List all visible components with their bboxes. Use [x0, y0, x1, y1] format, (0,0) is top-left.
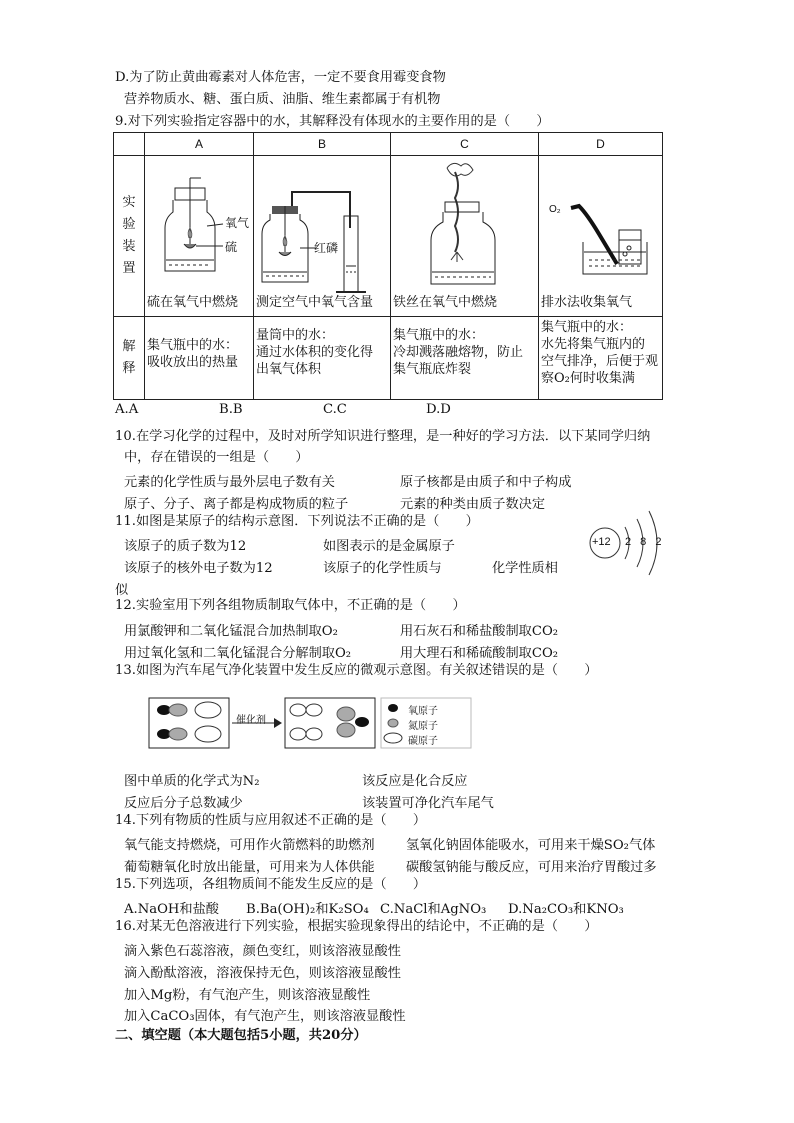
q9-option-a[interactable]: A.A — [115, 402, 139, 417]
section-2-title: 二、填空题（本大题包括5小题，共20分） — [115, 1028, 367, 1043]
q13-option-d[interactable]: 该装置可净化汽车尾气 — [362, 796, 494, 811]
q15-option-b[interactable]: B.Ba(OH)₂和K₂SO₄ — [246, 902, 369, 917]
q14-option-d[interactable]: 碳酸氢钠能与酸反应，可用来治疗胃酸过多 — [406, 860, 657, 875]
q9-option-b[interactable]: B.B — [219, 402, 243, 417]
q11-option-d[interactable]: 该原子的化学性质与 — [323, 561, 442, 576]
explanation-d: 集气瓶中的水： 水先将集气瓶内的 空气排净，后便于观 察O₂何时收集满 — [541, 320, 659, 386]
q9-option-c[interactable]: C.C — [323, 402, 347, 417]
explanation-b: 量筒中的水： 通过水体积的变化得 出氧气体积 — [256, 328, 374, 377]
atom-nucleus-label: +12 — [592, 536, 611, 548]
q11-option-d-end: 似 — [115, 583, 129, 598]
question-10-stem-cont: 中，存在错误的一组是（ ） — [124, 450, 309, 465]
caption-a: 硫在氧气中燃烧 — [147, 295, 239, 310]
q13-option-c[interactable]: 反应后分子总数减少 — [124, 796, 243, 811]
question-14-stem: 14.下列有物质的性质与应用叙述不正确的是（ ） — [115, 813, 427, 828]
question-16-stem: 16.对某无色溶液进行下列实验，根据实验现象得出的结论中，不正确的是（ ） — [115, 919, 598, 934]
option-d-line: D.为了防止黄曲霉素对人体危害，一定不要食用霉变食物 — [115, 70, 446, 85]
q10-option-d[interactable]: 元素的种类由质子数决定 — [400, 497, 546, 512]
question-15-stem: 15.下列选项，各组物质间不能发生反应的是（ ） — [115, 877, 427, 892]
q10-option-c[interactable]: 原子、分子、离子都是构成物质的粒子 — [124, 497, 349, 512]
q11-option-a[interactable]: 该原子的质子数为12 — [124, 539, 247, 554]
question-13-stem: 13.如图为汽车尾气净化装置中发生反应的微观示意图。有关叙述错误的是（ ） — [115, 663, 598, 678]
explanation-c: 集气瓶中的水： 冷却溅落融熔物，防止 集气瓶底炸裂 — [393, 328, 524, 377]
row-apparatus-label: 实 验 装 置 — [114, 156, 145, 317]
apparatus-b — [254, 156, 390, 316]
iron-wire-combustion-diagram — [391, 156, 538, 296]
statement-line: 营养物质水、糖、蛋白质、油脂、维生素都属于有机物 — [124, 92, 441, 107]
q15-option-a[interactable]: A.NaOH和盐酸 — [124, 902, 219, 917]
question-12-stem: 12.实验室用下列各组物质制取气体中，不正确的是（ ） — [115, 598, 466, 613]
q16-option-a[interactable]: 滴入紫色石蕊溶液，颜色变红，则该溶液显酸性 — [124, 944, 401, 959]
col-a-header: A — [145, 133, 254, 156]
q14-option-c[interactable]: 葡萄糖氧化时放出能量，可用来为人体供能 — [124, 860, 375, 875]
apparatus-a — [145, 156, 253, 316]
q12-option-a[interactable]: 用氯酸钾和二氧化锰混合加热制取O₂ — [124, 624, 338, 639]
col-d-header: D — [539, 133, 663, 156]
q10-option-a[interactable]: 元素的化学性质与最外层电子数有关 — [124, 475, 335, 490]
q9-option-d[interactable]: D.D — [426, 402, 451, 417]
apparatus-d — [539, 156, 662, 316]
q16-option-c[interactable]: 加入Mg粉，有气泡产生，则该溶液显酸性 — [124, 988, 371, 1003]
sulfur-label: 硫 — [225, 240, 238, 254]
water-displacement-diagram — [539, 156, 662, 296]
q13-option-a[interactable]: 图中单质的化学式为N₂ — [124, 774, 260, 789]
catalyst-label: 催化剂 — [236, 715, 266, 726]
q14-option-b[interactable]: 氢氧化钠固体能吸水，可用来干燥SO₂气体 — [406, 838, 656, 853]
q16-option-b[interactable]: 滴入酚酞溶液，溶液保持无色，则该溶液显酸性 — [124, 966, 401, 981]
q11-option-d-cont: 化学性质相 — [492, 561, 558, 576]
q15-option-c[interactable]: C.NaCl和AgNO₃ — [380, 902, 487, 917]
q12-option-d[interactable]: 用大理石和稀硫酸制取CO₂ — [400, 646, 559, 661]
q13-option-b[interactable]: 该反应是化合反应 — [362, 774, 468, 789]
legend-nitrogen-atom: 氮原子 — [408, 721, 438, 732]
apparatus-c — [391, 156, 538, 316]
q11-option-b[interactable]: 如图表示的是金属原子 — [323, 539, 455, 554]
oxygen-measure-diagram — [254, 156, 390, 296]
q10-option-b[interactable]: 原子核都是由质子和中子构成 — [400, 475, 572, 490]
legend-oxygen-atom: 氧原子 — [408, 706, 438, 717]
atom-shells-label: 2 8 2 — [625, 536, 662, 548]
experiment-table — [113, 132, 663, 400]
question-9-stem: 9.对下列实验指定容器中的水，其解释没有体现水的主要作用的是（ ） — [115, 114, 550, 129]
caption-d: 排水法收集氧气 — [541, 295, 633, 310]
legend-carbon-atom: 碳原子 — [408, 736, 438, 747]
caption-c: 铁丝在氧气中燃烧 — [393, 295, 498, 310]
q12-option-c[interactable]: 用过氧化氢和二氧化锰混合分解制取O₂ — [124, 646, 352, 661]
q12-option-b[interactable]: 用石灰石和稀盐酸制取CO₂ — [400, 624, 559, 639]
q14-option-a[interactable]: 氧气能支持燃烧，可用作火箭燃料的助燃剂 — [124, 838, 375, 853]
row-explanation-label: 解 释 — [114, 317, 145, 400]
explanation-a: 集气瓶中的水： 吸收放出的热量 — [147, 338, 239, 370]
phosphorus-label: 红磷 — [314, 241, 339, 255]
q11-option-c[interactable]: 该原子的核外电子数为12 — [124, 561, 273, 576]
question-11-stem: 11.如图是某原子的结构示意图．下列说法不正确的是（ ） — [115, 514, 479, 529]
question-10-stem: 10.在学习化学的过程中，及时对所学知识进行整理，是一种好的学习方法．以下某同学归纳 — [115, 429, 651, 444]
q15-option-d[interactable]: D.Na₂CO₃和KNO₃ — [508, 902, 624, 917]
col-c-header: C — [391, 133, 539, 156]
col-b-header: B — [254, 133, 391, 156]
o2-label: O₂ — [549, 204, 561, 215]
q16-option-d[interactable]: 加入CaCO₃固体，有气泡产生，则该溶液显酸性 — [124, 1009, 406, 1024]
oxygen-label: 氧气 — [225, 216, 250, 230]
caption-b: 测定空气中氧气含量 — [256, 295, 374, 310]
